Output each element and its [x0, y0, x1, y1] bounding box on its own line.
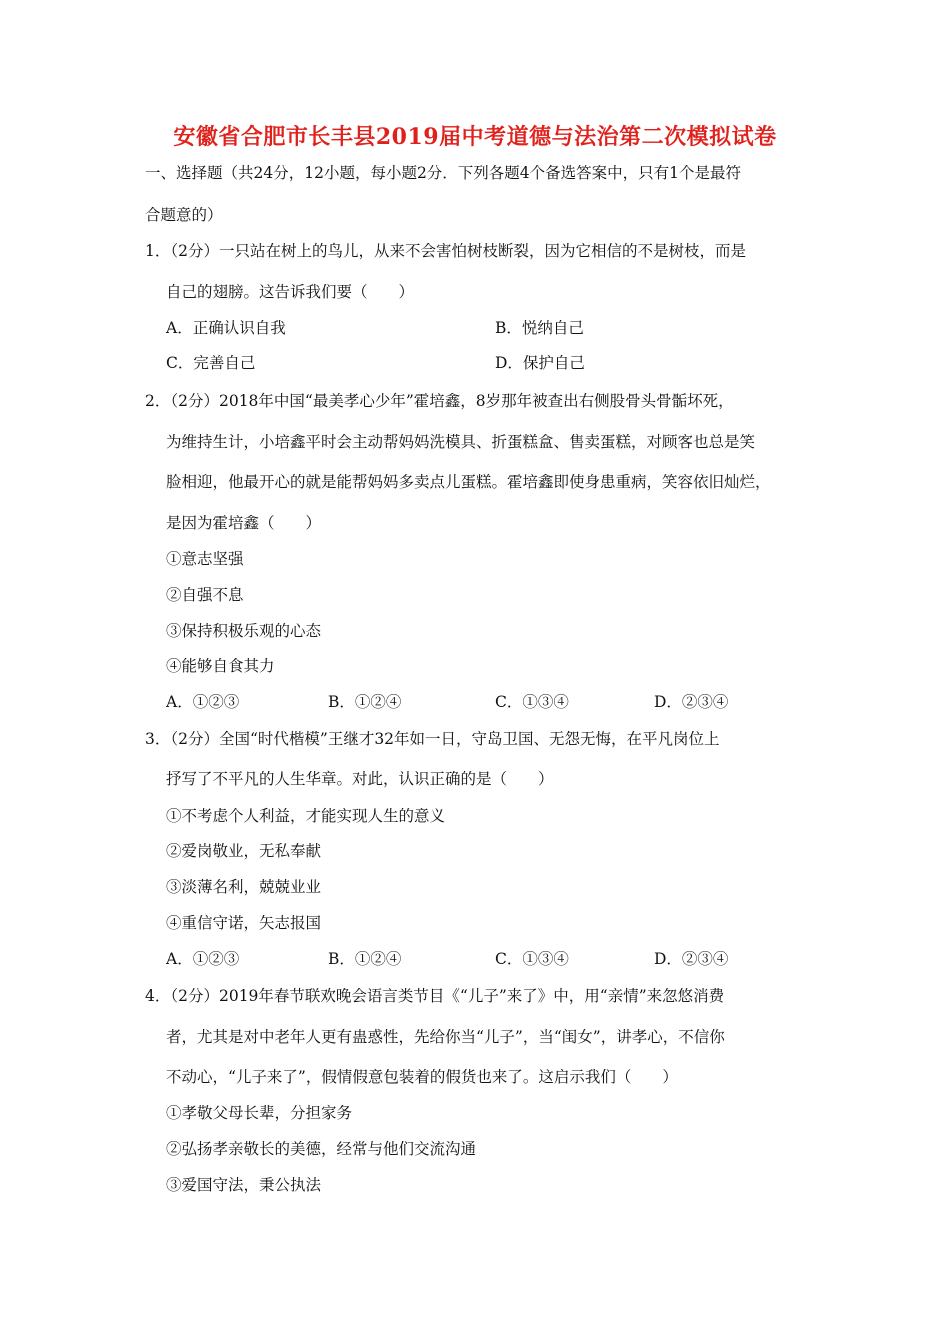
question-1-option-b[interactable]: B．悦纳自己	[495, 319, 584, 337]
question-1-option-d[interactable]: D．保护自己	[495, 354, 585, 372]
question-2-stem-cont-2: 脸相迎，他最开心的就是能帮妈妈多卖点儿蛋糕。霍培鑫即使身患重病，笑容依旧灿烂，	[166, 473, 771, 491]
section-instructions: 一、选择题（共24分，12小题，每小题2分．下列各题4个备选答案中，只有1个是最符	[145, 164, 742, 182]
question-3-statement-4: ④重信守诺，矢志报国	[166, 914, 322, 932]
question-2-stem: 2．（2分）2018年中国“最美孝心少年”霍培鑫，8岁那年被查出右侧股骨头骨骺坏死，	[145, 392, 734, 410]
question-2-statement-3: ③保持积极乐观的心态	[166, 622, 322, 640]
question-2-statement-1: ①意志坚强	[166, 550, 244, 568]
question-2-option-a[interactable]: A．①②③	[166, 693, 240, 711]
question-3-option-d[interactable]: D．②③④	[654, 950, 729, 968]
question-1-option-c[interactable]: C．完善自己	[166, 354, 256, 372]
page-title: 安徽省合肥市长丰县2019届中考道德与法治第二次模拟试卷	[173, 124, 777, 150]
question-4-statement-2: ②弘扬孝亲敬长的美德，经常与他们交流沟通	[166, 1140, 477, 1158]
question-2-stem-cont-1: 为维持生计，小培鑫平时会主动帮妈妈洗模具、折蛋糕盒、售卖蛋糕，对顾客也总是笑	[166, 433, 756, 451]
question-4-statement-1: ①孝敬父母长辈，分担家务	[166, 1104, 353, 1122]
question-1-stem-cont: 自己的翅膀。这告诉我们要（ ）	[166, 283, 415, 301]
question-4-stem-cont-2: 不动心，“儿子来了”，假情假意包装着的假货也来了。这启示我们（ ）	[166, 1068, 678, 1086]
question-2-option-c[interactable]: C．①③④	[495, 693, 569, 711]
section-instructions-cont: 合题意的）	[145, 206, 223, 224]
question-1-option-a[interactable]: A．正确认识自我	[166, 319, 286, 337]
question-3-statement-2: ②爱岗敬业，无私奉献	[166, 842, 322, 860]
question-2-statement-4: ④能够自食其力	[166, 657, 275, 675]
question-4-stem-cont-1: 者，尤其是对中老年人更有蛊惑性，先给你当“儿子”，当“闺女”，讲孝心，不信你	[166, 1028, 725, 1046]
question-3-option-a[interactable]: A．①②③	[166, 950, 240, 968]
question-3-option-c[interactable]: C．①③④	[495, 950, 569, 968]
question-3-statement-3: ③淡薄名利，兢兢业业	[166, 878, 322, 896]
question-3-stem-cont: 抒写了不平凡的人生华章。对此，认识正确的是（ ）	[166, 770, 554, 788]
question-4-stem: 4．（2分）2019年春节联欢晚会语言类节目《“儿子”来了》中，用“亲情”来忽悠消费	[145, 987, 725, 1005]
question-3-option-b[interactable]: B．①②④	[328, 950, 402, 968]
question-2-option-d[interactable]: D．②③④	[654, 693, 729, 711]
question-2-statement-2: ②自强不息	[166, 586, 244, 604]
question-2-stem-cont-3: 是因为霍培鑫（ ）	[166, 514, 322, 532]
question-3-stem: 3．（2分）全国“时代楷模”王继才32年如一日，守岛卫国、无怨无悔，在平凡岗位上	[145, 730, 720, 748]
question-3-statement-1: ①不考虑个人利益，才能实现人生的意义	[166, 807, 446, 825]
question-2-option-b[interactable]: B．①②④	[328, 693, 402, 711]
question-1-stem: 1．（2分）一只站在树上的鸟儿，从来不会害怕树枝断裂，因为它相信的不是树枝，而是	[145, 242, 746, 260]
question-4-statement-3: ③爱国守法，秉公执法	[166, 1176, 322, 1194]
